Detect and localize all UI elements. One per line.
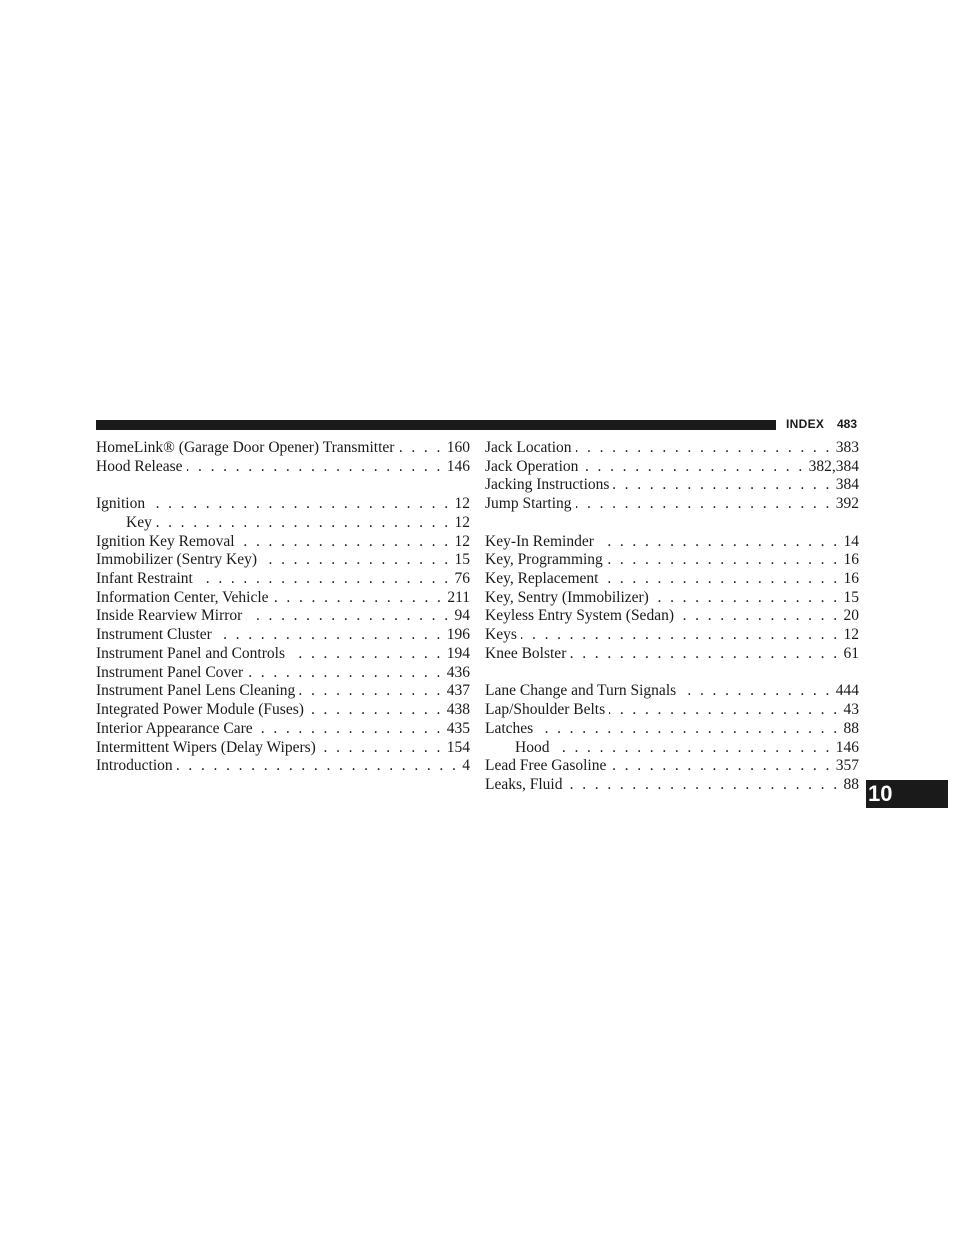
index-term: Hood Release [96,457,183,475]
index-term: Ignition [96,495,146,513]
dot-leader [177,757,459,776]
index-entry [96,757,470,776]
index-page-ref: 15 [454,551,470,569]
index-page-ref: 76 [454,570,470,588]
dot-leader [598,533,840,552]
index-entry [485,645,859,664]
index-page-ref: 437 [446,682,470,700]
dot-leader [216,626,443,645]
index-entry [485,589,859,608]
dot-leader [273,589,444,608]
dot-leader [680,682,832,701]
index-entry [485,476,859,495]
index-term: Instrument Panel Cover [96,663,244,681]
index-page-ref: 20 [843,607,859,625]
index-page-ref: 16 [843,551,859,569]
index-page-ref: 43 [843,701,859,719]
index-term: Inside Rearview Mirror [96,607,243,625]
index-term: Jack Location [485,439,572,456]
index-entry [96,682,470,701]
index-page-ref: 211 [447,588,470,606]
index-page-ref: 15 [843,588,859,606]
index-term: Keys [485,626,517,644]
dot-leader [570,645,839,664]
index-entry [96,645,470,664]
index-page-ref: 384 [835,476,859,494]
index-entry [485,495,859,514]
index-term: Knee Bolster [485,644,567,662]
index-page-ref: 357 [835,757,859,775]
index-page-ref: 382,384 [808,457,859,475]
chapter-tab: 10 [866,780,948,808]
index-term: Key, Programming [485,551,603,569]
index-page-ref: 160 [446,439,470,456]
index-entry [485,720,859,739]
index-term: Intermittent Wipers (Delay Wipers) [96,738,316,756]
dot-leader [320,739,443,758]
index-entry [96,533,470,552]
index-subentry [96,514,470,533]
index-term: Integrated Power Module (Fuses) [96,701,304,719]
dot-leader [398,439,442,458]
dot-leader [299,682,442,701]
index-term: Instrument Panel Lens Cleaning [96,682,296,700]
dot-leader [553,739,831,758]
index-column-right [485,439,859,795]
index-page-ref: 12 [454,513,470,531]
dot-leader [247,664,443,683]
index-term: Lead Free Gasoline [485,757,607,775]
index-spacer [96,476,470,495]
dot-leader [609,701,839,720]
dot-leader [156,514,451,533]
index-page-ref: 88 [843,719,859,737]
index-entry [96,626,470,645]
index-entry [96,664,470,683]
index-entry [96,458,470,477]
dot-leader [576,495,832,514]
index-entry [485,757,859,776]
dot-leader [582,458,804,477]
dot-leader [521,626,840,645]
index-page-ref: 435 [446,719,470,737]
index-term: Ignition Key Removal [96,532,235,550]
header-rule [96,420,776,430]
index-entry [96,551,470,570]
index-term: Infant Restraint [96,570,193,588]
index-page-ref: 383 [835,439,859,456]
index-page-ref: 4 [462,757,470,775]
index-term: Jacking Instructions [485,476,610,494]
index-page-ref: 146 [446,457,470,475]
index-term: Lane Change and Turn Signals [485,682,677,700]
dot-leader [613,476,831,495]
index-page-ref: 12 [454,532,470,550]
index-spacer [485,514,859,533]
index-term: Immobilizer (Sentry Key) [96,551,257,569]
index-term: HomeLink® (Garage Door Opener) Transmitter [96,439,395,456]
index-spacer [485,664,859,683]
index-term: Latches [485,719,534,737]
index-entry [96,701,470,720]
index-term: Leaks, Fluid [485,775,563,793]
index-entry [485,626,859,645]
index-page-ref: 444 [835,682,859,700]
index-page-ref: 436 [446,663,470,681]
index-term: Key, Replacement [485,570,599,588]
index-term: Lap/Shoulder Belts [485,701,606,719]
index-entry [96,495,470,514]
dot-leader [602,570,839,589]
index-page-ref: 12 [454,495,470,513]
index-entry [96,589,470,608]
dot-leader [653,589,840,608]
dot-leader [239,533,451,552]
index-entry [485,533,859,552]
dot-leader [678,607,840,626]
dot-leader [607,551,840,570]
index-entry [485,439,859,458]
index-term: Jack Operation [485,457,579,475]
index-entry [96,720,470,739]
dot-leader [289,645,443,664]
page-number: 483 [837,417,858,431]
index-term: Jump Starting [485,495,572,513]
index-entry [96,607,470,626]
index-term: Hood [515,738,550,756]
dot-leader [197,570,451,589]
dot-leader [261,551,451,570]
index-page-ref: 194 [446,644,470,662]
index-page-ref: 12 [843,626,859,644]
index-entry [485,607,859,626]
index-entry [485,776,859,795]
dot-leader [149,495,450,514]
index-term: Instrument Cluster [96,626,212,644]
index-page-ref: 154 [446,738,470,756]
index-entry [96,439,470,458]
index-entry [485,551,859,570]
index-entry [96,739,470,758]
dot-leader [257,720,443,739]
index-page-ref: 438 [446,701,470,719]
index-term: Information Center, Vehicle [96,588,269,606]
index-term: Key [126,513,152,531]
index-page-ref: 392 [835,495,859,513]
index-page-ref: 88 [843,775,859,793]
index-page-ref: 16 [843,570,859,588]
dot-leader [308,701,443,720]
index-term: Key-In Reminder [485,532,594,550]
dot-leader [567,776,840,795]
index-term: Interior Appearance Care [96,719,253,737]
index-column-left [96,439,470,776]
dot-leader [246,607,450,626]
index-page-ref: 94 [454,607,470,625]
dot-leader [187,458,443,477]
dot-leader [576,439,832,458]
index-page-ref: 14 [843,532,859,550]
index-page-ref: 146 [835,738,859,756]
index-term: Key, Sentry (Immobilizer) [485,588,649,606]
index-subentry [485,739,859,758]
index-term: Keyless Entry System (Sedan) [485,607,674,625]
index-entry [485,682,859,701]
index-page-ref: 196 [446,626,470,644]
index-term: Instrument Panel and Controls [96,644,285,662]
dot-leader [537,720,839,739]
index-term: Introduction [96,757,173,775]
index-entry [485,458,859,477]
index-entry [96,570,470,589]
dot-leader [610,757,831,776]
index-page-ref: 61 [843,644,859,662]
index-entry [485,570,859,589]
index-entry [485,701,859,720]
page-section-title: INDEX [786,417,825,431]
